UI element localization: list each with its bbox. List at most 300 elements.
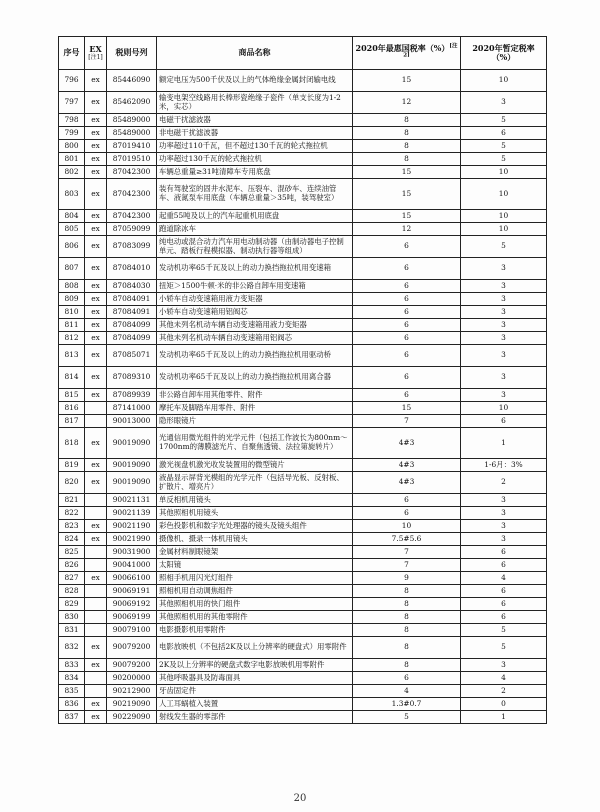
cell-ex: ex [85,306,107,319]
cell-mfn: 6 [353,672,461,685]
cell-provisional: 10 [461,179,547,210]
cell-mfn: 8 [353,114,461,127]
cell-seq: 829 [59,598,85,611]
cell-name: 非电磁干扰滤波器 [157,127,353,140]
cell-mfn: 6 [353,345,461,367]
cell-provisional: 6 [461,127,547,140]
cell-seq: 812 [59,332,85,345]
cell-ex: ex [85,572,107,585]
cell-mfn: 6 [353,507,461,520]
cell-code: 87084099 [107,332,157,345]
table-row [59,672,547,685]
cell-code: 87085071 [107,345,157,367]
cell-mfn: 6 [353,494,461,507]
cell-ex: ex [85,92,107,114]
cell-seq: 801 [59,153,85,166]
cell-seq: 796 [59,70,85,92]
cell-seq: 804 [59,210,85,223]
cell-seq: 817 [59,415,85,428]
table-row [59,166,547,179]
cell-name: 其他未列名机动车辆自动变速箱用铝阀芯 [157,332,353,345]
cell-mfn: 6 [353,280,461,293]
table-row [59,210,547,223]
cell-seq: 814 [59,367,85,389]
cell-mfn: 8 [353,598,461,611]
cell-provisional: 3 [461,258,547,280]
cell-name: 跑道除冰车 [157,223,353,236]
cell-seq: 798 [59,114,85,127]
cell-seq: 819 [59,459,85,472]
cell-name: 发动机功率65千瓦及以上的动力换挡拖拉机用驱动桥 [157,345,353,367]
table-row [59,415,547,428]
cell-mfn: 15 [353,210,461,223]
table-row [59,280,547,293]
cell-ex: ex [85,114,107,127]
cell-name: 照相手机用闪光灯组件 [157,572,353,585]
cell-name: 功率超过110千瓦，但不超过130千瓦的轮式拖拉机 [157,140,353,153]
cell-provisional: 3 [461,319,547,332]
cell-provisional: 10 [461,166,547,179]
cell-ex [85,507,107,520]
cell-mfn: 8 [353,637,461,659]
tariff-table [58,36,547,724]
cell-code: 87084099 [107,319,157,332]
cell-provisional: 5 [461,236,547,258]
cell-ex: ex [85,319,107,332]
cell-seq: 831 [59,624,85,637]
cell-provisional: 1 [461,711,547,724]
table-row [59,559,547,572]
cell-provisional: 3 [461,520,547,533]
cell-ex: ex [85,127,107,140]
cell-code: 85446090 [107,70,157,92]
cell-ex: ex [85,153,107,166]
cell-mfn: 10 [353,520,461,533]
table-row [59,494,547,507]
cell-code: 90069199 [107,611,157,624]
cell-name: 激光视盘机激光收发装置用的微型镜片 [157,459,353,472]
cell-ex: ex [85,332,107,345]
cell-mfn: 8 [353,585,461,598]
header-ex-label: EX [89,43,102,54]
cell-provisional: 5 [461,624,547,637]
cell-seq: 834 [59,672,85,685]
table-row [59,293,547,306]
cell-code: 90069192 [107,598,157,611]
cell-mfn: 15 [353,166,461,179]
cell-provisional: 5 [461,637,547,659]
table-row [59,319,547,332]
header-name: 商品名称 [157,37,353,70]
table-row [59,659,547,672]
cell-code: 87141000 [107,402,157,415]
header-code: 税则号列 [107,37,157,70]
cell-seq: 824 [59,533,85,546]
cell-name: 射线发生器的零部件 [157,711,353,724]
cell-provisional: 3 [461,306,547,319]
cell-name: 其他照相机用镜头 [157,507,353,520]
table-row [59,624,547,637]
cell-name: 小轿车自动变速箱用铝阀芯 [157,306,353,319]
cell-name: 牙齿固定件 [157,685,353,698]
table-row [59,140,547,153]
table-row [59,711,547,724]
cell-seq: 800 [59,140,85,153]
table-row [59,258,547,280]
cell-ex [85,624,107,637]
cell-name: 其他照相机用的快门组件 [157,598,353,611]
cell-name: 金属材料制眼镜架 [157,546,353,559]
cell-mfn: 6 [353,319,461,332]
cell-seq: 816 [59,402,85,415]
table-row [59,533,547,546]
cell-provisional: 3 [461,332,547,345]
cell-name: 太阳镜 [157,559,353,572]
cell-provisional: 3 [461,494,547,507]
cell-provisional: 6 [461,546,547,559]
header-mfn [353,37,461,70]
cell-ex: ex [85,711,107,724]
cell-code: 87083099 [107,236,157,258]
header-ex [85,37,107,70]
cell-code: 87042300 [107,179,157,210]
cell-name: 纯电动或混合动力汽车用电动制动器（由制动器电子控制单元、踏板行程模拟器、制动执行器等组成） [157,236,353,258]
cell-seq: 811 [59,319,85,332]
cell-name: 装有驾驶室的固井水泥车、压裂车、混砂车、连续油管车、液氮泵车用底盘（车辆总重量＞35吨，装驾驶室） [157,179,353,210]
cell-name: 单反相机用镜头 [157,494,353,507]
cell-name: 摩托车及脚踏车用零件、附件 [157,402,353,415]
cell-seq: 807 [59,258,85,280]
cell-mfn: 15 [353,179,461,210]
cell-ex [85,685,107,698]
header-provisional: 2020年暂定税率（%） [461,37,547,70]
cell-seq: 825 [59,546,85,559]
cell-seq: 833 [59,659,85,672]
cell-mfn: 7 [353,559,461,572]
cell-code: 85462090 [107,92,157,114]
cell-mfn: 8 [353,153,461,166]
cell-ex: ex [85,520,107,533]
cell-mfn: 8 [353,624,461,637]
cell-name: 扭矩＞1500牛顿·米的非公路自卸车用变速箱 [157,280,353,293]
cell-name: 发动机功率65千瓦及以上的动力换挡拖拉机用变速箱 [157,258,353,280]
table-row [59,223,547,236]
cell-name: 摄像机、摄录一体机用镜头 [157,533,353,546]
cell-code: 90019090 [107,459,157,472]
cell-ex [85,598,107,611]
cell-code: 90219090 [107,698,157,711]
cell-provisional: 3 [461,293,547,306]
table-body [59,70,547,724]
table-row [59,367,547,389]
table-row [59,306,547,319]
cell-seq: 805 [59,223,85,236]
cell-code: 90021131 [107,494,157,507]
cell-ex: ex [85,236,107,258]
cell-ex: ex [85,367,107,389]
cell-code: 87084010 [107,258,157,280]
cell-mfn: 5 [353,711,461,724]
table-row [59,685,547,698]
cell-mfn: 4#3 [353,428,461,459]
cell-name: 输变电架空线路用长棒形瓷绝缘子瓷件（单支长度为1-2米，实芯） [157,92,353,114]
cell-ex: ex [85,223,107,236]
cell-ex: ex [85,280,107,293]
cell-mfn: 8 [353,140,461,153]
cell-mfn: 8 [353,611,461,624]
cell-ex [85,585,107,598]
cell-code: 87019510 [107,153,157,166]
table-row [59,402,547,415]
cell-provisional: 6 [461,415,547,428]
cell-seq: 797 [59,92,85,114]
cell-mfn: 15 [353,70,461,92]
cell-ex: ex [85,389,107,402]
cell-provisional: 6 [461,585,547,598]
cell-code: 87084091 [107,293,157,306]
cell-provisional: 10 [461,70,547,92]
cell-seq: 821 [59,494,85,507]
cell-seq: 806 [59,236,85,258]
cell-seq: 837 [59,711,85,724]
cell-ex [85,402,107,415]
cell-code: 90079200 [107,659,157,672]
cell-provisional: 6 [461,559,547,572]
table-row [59,114,547,127]
cell-provisional: 1 [461,428,547,459]
cell-provisional: 3 [461,92,547,114]
table-row [59,179,547,210]
cell-seq: 832 [59,637,85,659]
cell-provisional: 3 [461,367,547,389]
cell-name: 功率超过130千瓦的轮式拖拉机 [157,153,353,166]
cell-seq: 822 [59,507,85,520]
cell-provisional: 5 [461,114,547,127]
cell-name: 隐形眼镜片 [157,415,353,428]
cell-seq: 815 [59,389,85,402]
table-row [59,332,547,345]
cell-mfn: 8 [353,659,461,672]
cell-provisional: 3 [461,280,547,293]
cell-code: 90031900 [107,546,157,559]
cell-code: 90079100 [107,624,157,637]
cell-name: 电影摄影机用零附件 [157,624,353,637]
cell-code: 87084091 [107,306,157,319]
cell-name: 起重55吨及以上的汽车起重机用底盘 [157,210,353,223]
cell-seq: 830 [59,611,85,624]
cell-mfn: 12 [353,92,461,114]
cell-mfn: 7 [353,415,461,428]
cell-seq: 818 [59,428,85,459]
table-row [59,585,547,598]
cell-code: 90066100 [107,572,157,585]
cell-seq: 823 [59,520,85,533]
cell-name: 发动机功率65千瓦及以上的动力换挡拖拉机用离合器 [157,367,353,389]
cell-provisional: 3 [461,533,547,546]
cell-seq: 820 [59,472,85,494]
cell-mfn: 9 [353,572,461,585]
cell-name: 其他照相机用的其他零附件 [157,611,353,624]
cell-ex: ex [85,698,107,711]
table-row [59,472,547,494]
cell-provisional: 4 [461,572,547,585]
cell-code: 90013000 [107,415,157,428]
cell-code: 87042300 [107,166,157,179]
cell-name: 小轿车自动变速箱用液力变矩器 [157,293,353,306]
cell-ex: ex [85,637,107,659]
cell-provisional: 0 [461,698,547,711]
cell-mfn: 15 [353,402,461,415]
cell-ex: ex [85,472,107,494]
table-row [59,698,547,711]
cell-code: 90200000 [107,672,157,685]
cell-mfn: 8 [353,127,461,140]
cell-ex: ex [85,258,107,280]
cell-code: 87089310 [107,367,157,389]
cell-ex: ex [85,459,107,472]
cell-mfn: 6 [353,332,461,345]
cell-mfn: 7 [353,546,461,559]
cell-code: 90021139 [107,507,157,520]
cell-seq: 809 [59,293,85,306]
table-row [59,598,547,611]
cell-provisional: 5 [461,140,547,153]
cell-ex: ex [85,210,107,223]
cell-provisional: 3 [461,389,547,402]
cell-seq: 808 [59,280,85,293]
cell-name: 其他呼吸器具及防毒面具 [157,672,353,685]
cell-code: 87042300 [107,210,157,223]
table-row [59,546,547,559]
cell-name: 电影放映机（不包括2K及以上分辨率的硬盘式）用零附件 [157,637,353,659]
cell-mfn: 4 [353,685,461,698]
cell-name: 车辆总重量≥31吨清障车专用底盘 [157,166,353,179]
cell-mfn: 6 [353,367,461,389]
cell-name: 电磁干扰滤波器 [157,114,353,127]
table-row [59,428,547,459]
cell-ex: ex [85,140,107,153]
cell-code: 85489000 [107,114,157,127]
cell-code: 90019090 [107,428,157,459]
cell-code: 90021190 [107,520,157,533]
cell-provisional: 1-6月：3% [461,459,547,472]
cell-code: 85489000 [107,127,157,140]
cell-seq: 803 [59,179,85,210]
cell-ex: ex [85,533,107,546]
cell-code: 87019410 [107,140,157,153]
table-row [59,507,547,520]
table-row [59,92,547,114]
cell-name: 彩色投影机和数字光处理器的镜头及镜头组件 [157,520,353,533]
cell-ex: ex [85,659,107,672]
table-row [59,459,547,472]
cell-mfn: 4#3 [353,459,461,472]
table-row [59,153,547,166]
cell-mfn: 4#3 [353,472,461,494]
cell-name: 人工耳蜗植入装置 [157,698,353,711]
cell-mfn: 12 [353,223,461,236]
cell-provisional: 3 [461,507,547,520]
cell-ex: ex [85,70,107,92]
table-row [59,572,547,585]
cell-seq: 827 [59,572,85,585]
cell-seq: 802 [59,166,85,179]
cell-mfn: 7.5#5.6 [353,533,461,546]
table-row [59,70,547,92]
cell-name: 非公路自卸车用其他零件、附件 [157,389,353,402]
table-row [59,345,547,367]
cell-provisional: 10 [461,210,547,223]
header-seq: 序号 [59,37,85,70]
cell-seq: 828 [59,585,85,598]
table-row [59,389,547,402]
cell-ex: ex [85,345,107,367]
cell-name: 照相机用自动调焦组件 [157,585,353,598]
table-row [59,520,547,533]
cell-code: 87089939 [107,389,157,402]
cell-ex: ex [85,166,107,179]
cell-ex [85,546,107,559]
cell-seq: 835 [59,685,85,698]
cell-ex [85,494,107,507]
cell-code: 90229090 [107,711,157,724]
header-mfn-note: [注2] [403,42,458,59]
table-header-row [59,37,547,70]
cell-provisional: 6 [461,611,547,624]
cell-mfn: 6 [353,389,461,402]
cell-provisional: 10 [461,223,547,236]
cell-code: 90019090 [107,472,157,494]
cell-ex [85,415,107,428]
cell-mfn: 1.3#0.7 [353,698,461,711]
cell-provisional: 4 [461,672,547,685]
cell-provisional: 2 [461,685,547,698]
cell-code: 87059099 [107,223,157,236]
cell-seq: 813 [59,345,85,367]
cell-code: 90069191 [107,585,157,598]
cell-ex: ex [85,179,107,210]
cell-name: 额定电压为500千伏及以上的气体绝缘金属封闭输电线 [157,70,353,92]
cell-seq: 836 [59,698,85,711]
table-row [59,611,547,624]
cell-name: 光通信用微光组件的光学元件（包括工作波长为800nm～1700nm的薄膜滤光片、自聚焦透镜、法拉第旋转片） [157,428,353,459]
cell-provisional: 10 [461,402,547,415]
cell-provisional: 5 [461,153,547,166]
cell-ex [85,611,107,624]
cell-name: 其他未列名机动车辆自动变速箱用液力变矩器 [157,319,353,332]
cell-code: 87084030 [107,280,157,293]
cell-mfn: 6 [353,258,461,280]
cell-code: 90079200 [107,637,157,659]
cell-ex [85,559,107,572]
cell-ex: ex [85,293,107,306]
cell-mfn: 6 [353,306,461,319]
cell-seq: 826 [59,559,85,572]
table-row [59,637,547,659]
cell-provisional: 3 [461,345,547,367]
cell-code: 90041000 [107,559,157,572]
table-row [59,127,547,140]
cell-provisional: 3 [461,659,547,672]
header-mfn-label: 2020年最惠国税率（%） [355,42,450,53]
cell-mfn: 6 [353,293,461,306]
cell-mfn: 6 [353,236,461,258]
cell-provisional: 6 [461,598,547,611]
cell-name: 2K及以上分辨率的硬盘式数字电影放映机用零附件 [157,659,353,672]
cell-code: 90212900 [107,685,157,698]
cell-ex [85,672,107,685]
cell-ex: ex [85,428,107,459]
